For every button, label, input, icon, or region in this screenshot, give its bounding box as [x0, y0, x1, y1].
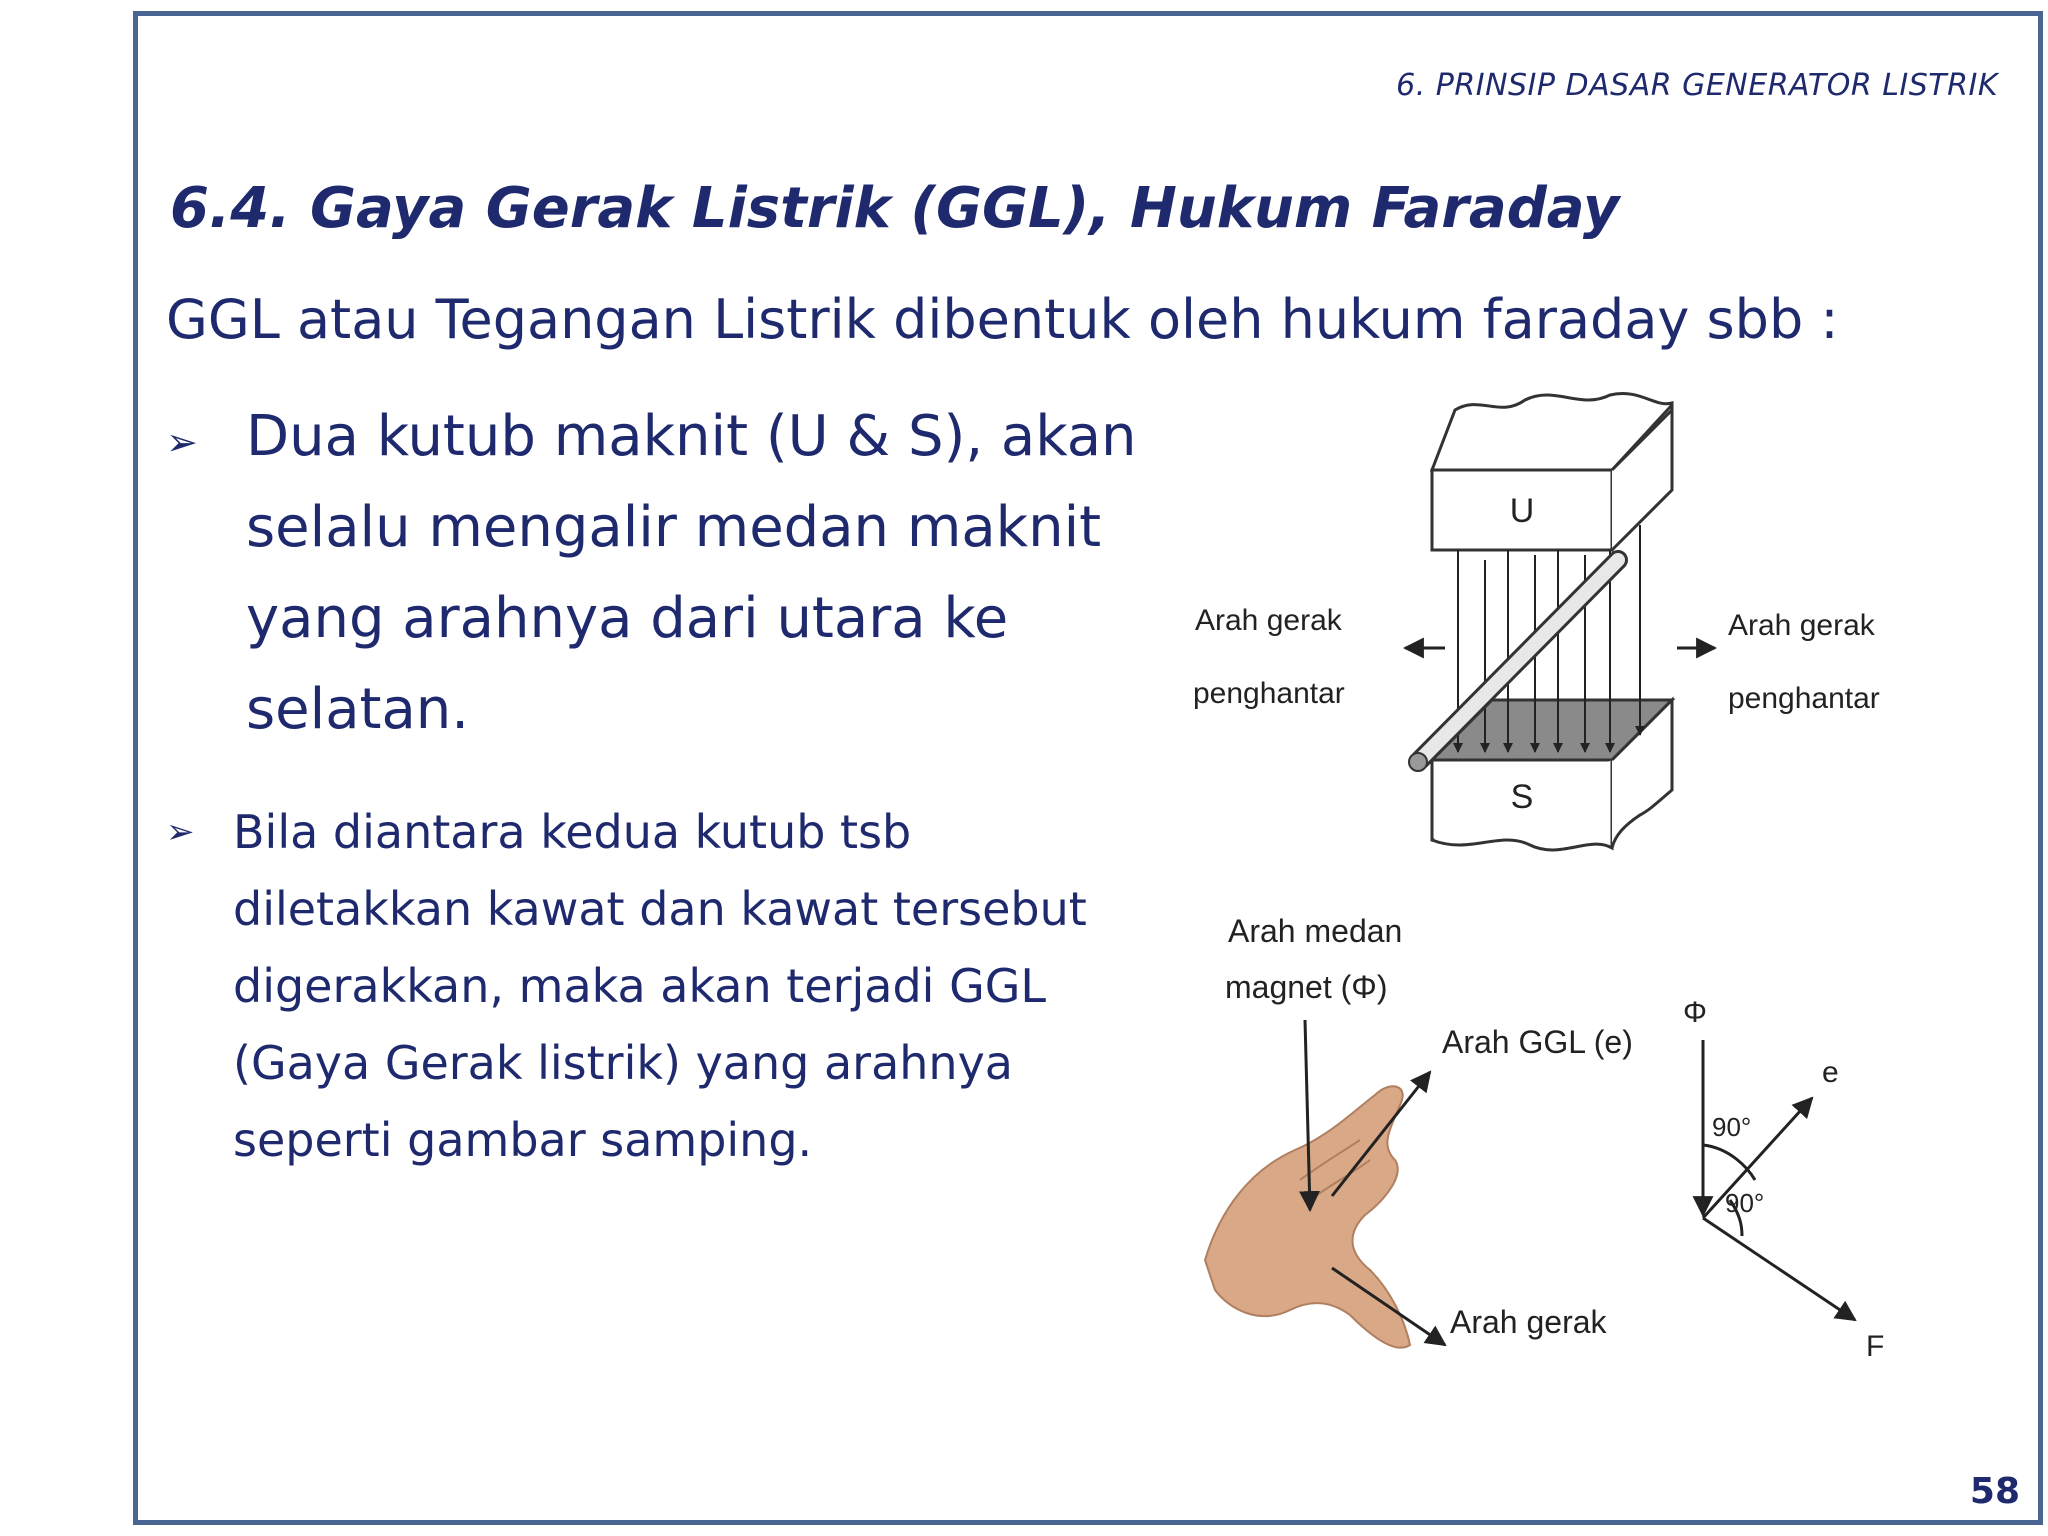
bullet-arrow-icon: ➢ — [166, 812, 195, 852]
left-motion-label-1: Arah gerak — [1195, 604, 1342, 637]
f-label: F — [1866, 1330, 1885, 1363]
angle-label-1: 90° — [1712, 1112, 1752, 1142]
right-motion-label-2: penghantar — [1728, 682, 1880, 715]
field-direction-label-1: Arah medan — [1228, 913, 1403, 949]
phi-label: Φ — [1683, 996, 1707, 1029]
intro-text: GGL atau Tegangan Listrik dibentuk oleh hukum faraday sbb : — [166, 288, 1839, 351]
north-pole-block — [1432, 393, 1672, 550]
chapter-header: 6. PRINSIP DASAR GENERATOR LISTRIK — [1396, 68, 1998, 103]
right-motion-label-1: Arah gerak — [1728, 609, 1875, 642]
motion-direction-label: Arah gerak — [1450, 1304, 1607, 1340]
angle-label-2: 90° — [1725, 1188, 1765, 1218]
left-motion-label-2: penghantar — [1193, 677, 1345, 710]
bullet-text-1: Dua kutub maknit (U & S), akan selalu mengalir medan maknit yang arahnya dari utara ke selatan. — [246, 404, 1137, 742]
emf-direction-label: Arah GGL (e) — [1442, 1024, 1633, 1060]
north-pole-label: U — [1509, 492, 1535, 530]
south-pole-label: S — [1510, 778, 1534, 816]
bullet-text-2: Bila diantara kedua kutub tsb diletakkan kawat dan kawat tersebut digerakkan, maka akan terjadi GGL (Gaya Gerak listrik) yang arahnya seperti gambar samping. — [233, 805, 1087, 1167]
slide-title: 6.4. Gaya Gerak Listrik (GGL), Hukum Faraday — [170, 176, 1620, 241]
bullet-arrow-icon: ➢ — [166, 420, 198, 464]
field-direction-label-2: magnet (Φ) — [1225, 969, 1388, 1005]
e-label: e — [1822, 1056, 1839, 1089]
page-number: 58 — [1969, 1471, 2020, 1512]
